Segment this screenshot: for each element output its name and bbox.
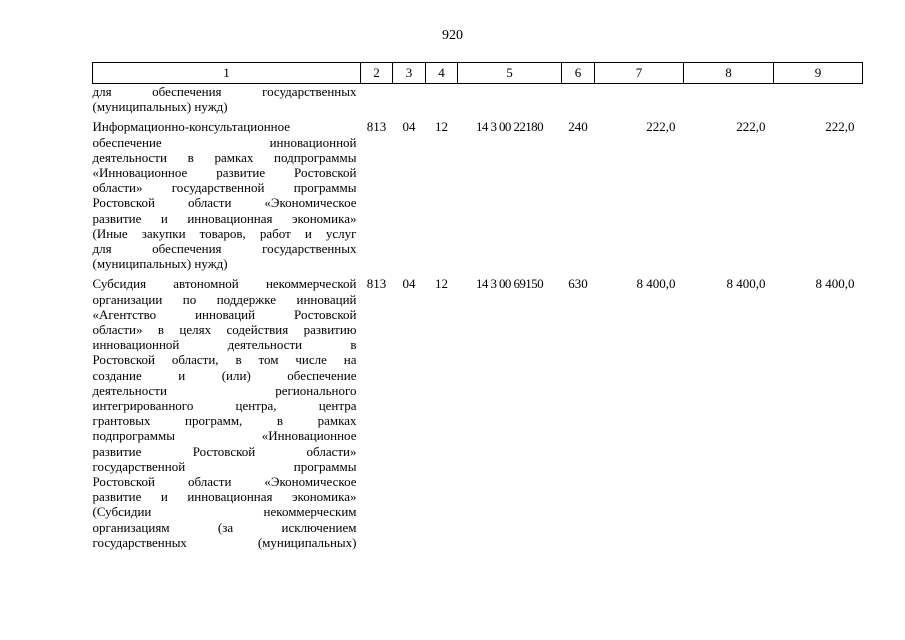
cell-section [393,84,426,115]
description-line: для обеспечения государственных [92,84,357,99]
header-row [93,63,863,84]
header-col-8: 8 [684,63,774,84]
cell-subsection: 12 [435,119,448,135]
row-description [93,84,361,115]
description-line: (муниципальных) нужд) [92,256,228,272]
header-col-2: 2 [361,63,393,84]
cell-target-article: 14 3 00 22180 [476,119,543,135]
cell-expense-type: 240 [568,119,588,135]
description-line: государственных (муниципальных) [92,534,357,550]
description-line: интегрированного центра, центра [92,398,357,414]
header-col-3: 3 [393,63,426,84]
header-col-7: 7 [595,63,684,84]
description-line: деятельности регионального [92,382,357,398]
header-col-4: 4 [426,63,458,84]
description-line: обеспечение инновационной [92,134,357,150]
description-line: развитие и инновационная экономика» [92,489,357,505]
row-description [93,119,361,271]
header-col-6: 6 [562,63,595,84]
table-row [93,276,863,550]
cell-amount-9 [774,84,863,115]
cell-amount-9: 222,0 [825,119,855,135]
cell-amount-7 [595,84,684,115]
cell-subsection: 12 [435,276,448,292]
table-row [93,119,863,271]
description-line: Субсидия автономной некоммерческой [92,276,357,292]
description-line: государственной программы [92,458,357,474]
header-col-5: 5 [458,63,562,84]
description-line: инновационной деятельности в [92,337,357,353]
description-line: организациям (за исключением [92,519,357,535]
description-line: Ростовской области «Экономическое [92,474,357,490]
header-col-9: 9 [774,63,863,84]
cell-amount-8: 222,0 [736,119,766,135]
description-line: «Инновационное развитие Ростовской [92,165,357,181]
cell-amount-7: 222,0 [646,119,676,135]
cell-amount-8: 8 400,0 [726,276,766,292]
cell-amount-8 [684,84,774,115]
description-line: области» в целях содействия развитию [92,322,357,338]
cell-subsection [426,84,458,115]
description-line: «Агентство инноваций Ростовской [92,306,357,322]
table-row [93,84,863,115]
description-line: Информационно-консультационное [92,119,291,135]
cell-section: 04 [402,119,416,135]
description-line: (Иные закупки товаров, работ и услуг [92,225,357,241]
cell-expense-type: 630 [568,276,588,292]
description-line: (муниципальных) нужд) [92,99,228,115]
description-line: Ростовской области, в том числе на [92,352,357,368]
description-line: подпрограммы «Инновационное [92,428,357,444]
description-line: создание и (или) обеспечение [92,367,357,383]
cell-target-article: 14 3 00 69150 [476,276,543,292]
row-description [93,276,361,550]
cell-amount-9: 8 400,0 [815,276,855,292]
description-line: развитие и инновационная экономика» [92,210,357,226]
description-line: развитие Ростовской области» [92,443,357,459]
cell-ministry [361,84,393,115]
description-line: для обеспечения государственных [92,241,357,257]
description-line: организации по поддержке инноваций [92,291,357,307]
description-line: области» государственной программы [92,180,357,196]
cell-target-article [458,84,562,115]
page-number: 920 [442,28,463,43]
cell-expense-type [562,84,595,115]
cell-ministry: 813 [366,119,387,135]
description-line: (Субсидии некоммерческим [92,504,357,520]
cell-section: 04 [402,276,416,292]
description-line: деятельности в рамках подпрограммы [92,149,357,165]
cell-ministry: 813 [366,276,387,292]
header-col-1: 1 [93,63,361,84]
description-line: грантовых программ, в рамках [92,413,357,429]
description-line: Ростовской области «Экономическое [92,195,357,211]
budget-table [92,62,863,550]
cell-amount-7: 8 400,0 [636,276,676,292]
